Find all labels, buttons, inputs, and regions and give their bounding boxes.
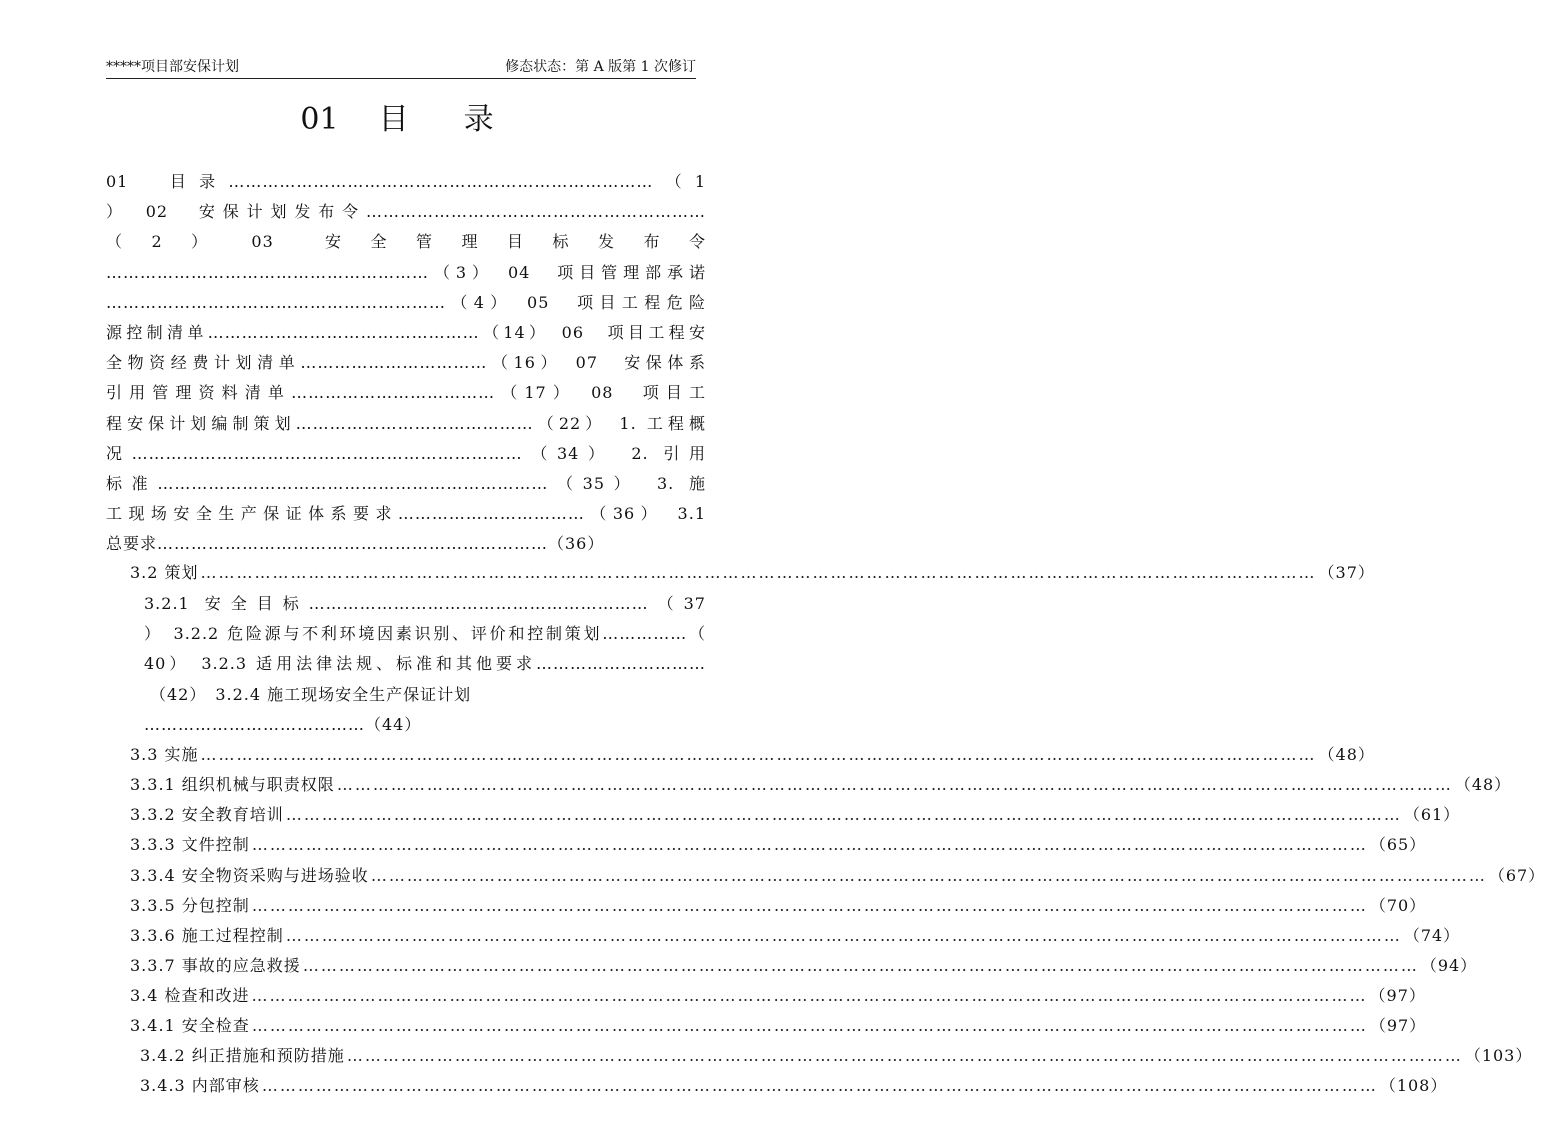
toc-entry-label: 3.3 实施	[130, 745, 199, 764]
toc-line: （42） 3.2.4 施工现场安全生产保证计划	[150, 684, 472, 704]
toc-line: ） 02 安保计划发布令……………………………………………………	[106, 202, 706, 222]
toc-entry-label: 3.3.3 文件控制	[130, 835, 250, 854]
toc-entry-page: （48）	[1318, 745, 1375, 764]
toc-entry-page: （97）	[1369, 1016, 1427, 1035]
toc-entry-page: （67）	[1488, 866, 1545, 885]
toc-entry-label: 3.3.4 安全物资采购与进场验收	[130, 866, 369, 885]
toc-entry-page: （103）	[1464, 1046, 1533, 1065]
toc-line: 40） 3.2.3 适用法律法规、标准和其他要求…………………………	[144, 654, 706, 674]
title-char-1: 目	[378, 102, 409, 137]
toc-leader-dots: ……………………………………………………………………………………………………………………………………………………………………	[251, 896, 1368, 915]
toc-entry-label: 3.3.5 分包控制	[130, 896, 250, 915]
toc-line: 引用管理资料清单………………………………（17） 08 项目工	[106, 383, 706, 403]
toc-entry-3-3-1[interactable]	[130, 770, 1512, 800]
toc-entry-3-2[interactable]	[130, 558, 1375, 588]
toc-entry-3-3-6[interactable]	[130, 921, 1461, 951]
toc-leader-dots: ……………………………………………………………………………………………………………………………………………………………………	[302, 956, 1419, 975]
toc-entry-3-3-7[interactable]	[130, 951, 1478, 981]
toc-line: （ 2 ） 03 安 全 管 理 目 标 发 布 令	[106, 232, 706, 252]
header-project-name: *****项目部安保计划	[106, 59, 239, 75]
toc-entry-3-3-5[interactable]	[130, 891, 1427, 921]
toc-leader-dots: ……………………………………………………………………………………………………………………………………………………………………	[200, 745, 1317, 764]
toc-leader-dots: ……………………………………………………………………………………………………………………………………………………………………	[370, 866, 1487, 885]
toc-line: 标准……………………………………………………………（35） 3. 施	[106, 473, 706, 493]
title-char-2: 录	[463, 102, 494, 137]
toc-line: 3.2.1 安全目标……………………………………………………（37	[144, 594, 706, 613]
toc-entry-page: （61）	[1403, 805, 1461, 824]
toc-leader-dots: ……………………………………………………………………………………………………………………………………………………………………	[261, 1076, 1378, 1095]
toc-leader-dots: ……………………………………………………………………………………………………………………………………………………………………	[285, 926, 1402, 945]
toc-entry-page: （37）	[1318, 563, 1375, 582]
toc-entry-3-4-3[interactable]	[140, 1071, 1448, 1101]
toc-entry-label: 3.4 检查和改进	[130, 986, 250, 1005]
toc-wrapped-block	[106, 167, 706, 559]
toc-entry-3-4-2[interactable]	[140, 1041, 1533, 1071]
toc-line: 工现场安全生产保证体系要求……………………………（36） 3.1	[106, 504, 706, 524]
toc-entry-label: 3.3.2 安全教育培训	[130, 805, 284, 824]
toc-line: ……………………………………………………（4） 05 项目工程危险	[106, 292, 706, 312]
toc-entry-page: （94）	[1420, 956, 1478, 975]
toc-entry-label: 3.4.2 纠正措施和预防措施	[140, 1046, 345, 1065]
toc-entry-label: 3.3.1 组织机械与职责权限	[130, 775, 335, 794]
toc-entry-3-3[interactable]	[130, 740, 1375, 770]
title-number: 01	[300, 102, 339, 137]
toc-entry-page: （108）	[1379, 1076, 1448, 1095]
toc-leader-dots: ……………………………………………………………………………………………………………………………………………………………………	[200, 563, 1317, 582]
toc-leader-dots: ……………………………………………………………………………………………………………………………………………………………………	[251, 1016, 1368, 1035]
toc-line: …………………………………（44）	[144, 714, 422, 734]
page-title	[0, 100, 794, 140]
toc-leader-dots: ……………………………………………………………………………………………………………………………………………………………………	[346, 1046, 1463, 1065]
toc-line: 01 目录…………………………………………………………………（1	[106, 172, 706, 191]
toc-entry-3-4-1[interactable]	[130, 1011, 1427, 1041]
toc-entry-label: 3.3.7 事故的应急救援	[130, 956, 301, 975]
toc-sub-wrapped-block	[144, 589, 706, 740]
toc-entry-label: 3.3.6 施工过程控制	[130, 926, 284, 945]
toc-line: 总要求……………………………………………………………（36）	[106, 534, 605, 554]
toc-entry-3-3-2[interactable]	[130, 800, 1461, 830]
toc-entry-page: （48）	[1454, 775, 1512, 794]
toc-line: 程安保计划编制策划……………………………………（22） 1. 工程概	[106, 413, 706, 433]
header-revision-status: 修态状态：第 A 版第 1 次修订	[505, 59, 696, 75]
toc-entry-page: （65）	[1369, 835, 1427, 854]
page-header	[106, 58, 696, 79]
toc-entry-page: （74）	[1403, 926, 1461, 945]
toc-entry-page: （70）	[1369, 896, 1427, 915]
toc-entry-label: 3.2 策划	[130, 563, 199, 582]
toc-line: 全物资经费计划清单……………………………（16） 07 安保体系	[106, 353, 706, 373]
toc-entry-page: （97）	[1369, 986, 1426, 1005]
toc-leader-dots: ……………………………………………………………………………………………………………………………………………………………………	[285, 805, 1402, 824]
toc-line: 况……………………………………………………………（34） 2. 引用	[106, 443, 706, 463]
toc-leader-dots: ……………………………………………………………………………………………………………………………………………………………………	[336, 775, 1453, 794]
toc-entry-3-3-3[interactable]	[130, 830, 1427, 860]
toc-entry-label: 3.4.3 内部审核	[140, 1076, 260, 1095]
toc-entry-label: 3.4.1 安全检查	[130, 1016, 250, 1035]
toc-leader-dots: ……………………………………………………………………………………………………………………………………………………………………	[251, 835, 1368, 854]
toc-entry-3-3-4[interactable]	[130, 861, 1545, 891]
toc-line: …………………………………………………（3） 04 项目管理部承诺	[106, 262, 706, 282]
toc-leader-dots: ……………………………………………………………………………………………………………………………………………………………………	[251, 986, 1368, 1005]
toc-line: 源控制清单…………………………………………（14） 06 项目工程安	[106, 322, 706, 342]
toc-line: ） 3.2.2 危险源与不利环境因素识别、评价和控制策划……………（	[144, 624, 706, 644]
toc-entry-3-4[interactable]	[130, 981, 1426, 1011]
